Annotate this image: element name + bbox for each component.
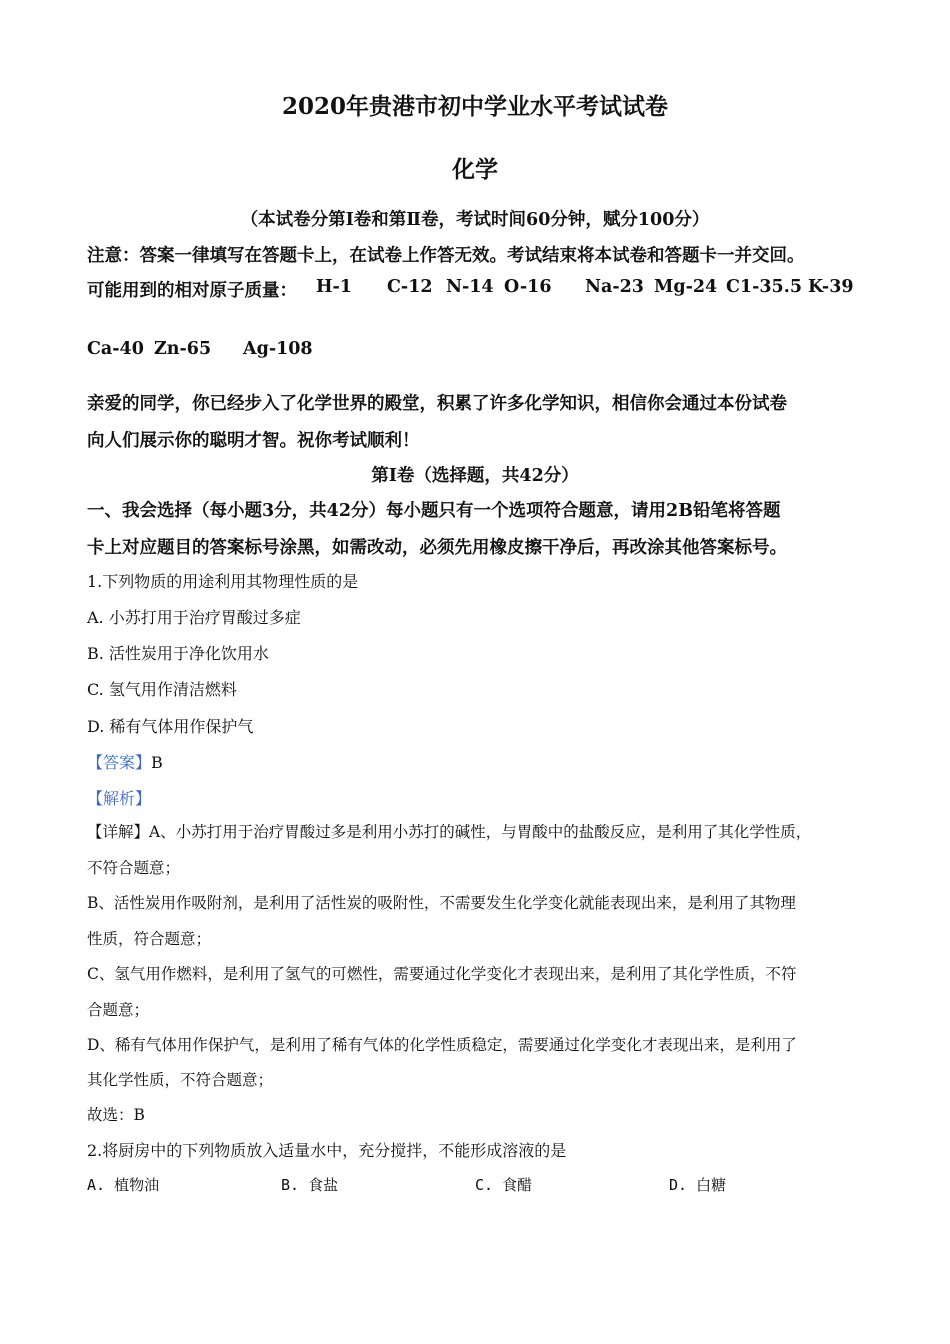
detail-line: 合题意； — [87, 1001, 150, 1019]
detail-line: 【详解】A、小苏打用于治疗胃酸过多是利用小苏打的碱性，与胃酸中的盐酸反应，是利用了其化学性质， — [87, 823, 812, 841]
answer-label: 【答案】 — [87, 753, 152, 772]
detail-line: 其化学性质，不符合题意； — [87, 1071, 274, 1089]
section-title: 第Ⅰ卷（选择题，共42分） — [371, 466, 579, 486]
atomic-mass-item: C1-35.5 — [726, 277, 802, 297]
answer — [87, 750, 163, 773]
greeting-line: 亲爱的同学，你已经步入了化学世界的殿堂，积累了许多化学知识，相信你会通过本份试卷 — [87, 394, 787, 414]
atomic-mass-item: N-14 — [446, 277, 494, 297]
atomic-mass-item: C-12 — [387, 277, 433, 297]
atomic-mass-item: O-16 — [504, 277, 552, 297]
atomic-mass-item: Mg-24 — [654, 277, 718, 297]
option: C. 氢气用作清洁燃料 — [87, 680, 237, 699]
detail-line: 不符合题意； — [87, 859, 181, 877]
option: C. 食醋 — [475, 1176, 533, 1194]
subject-title: 化学 — [452, 156, 498, 183]
atomic-mass-item: Na-23 — [585, 277, 644, 297]
conclusion: 故选：B — [87, 1106, 145, 1124]
detail-line: C、氢气用作燃料，是利用了氢气的可燃性，需要通过化学变化才表现出来，是利用了其化学性质，不符 — [87, 965, 797, 983]
section-instruction: 卡上对应题目的答案标号涂黑，如需改动，必须先用橡皮擦干净后，再改涂其他答案标号。 — [87, 538, 787, 558]
question-stem: 2.将厨房中的下列物质放入适量水中，充分搅拌，不能形成溶液的是 — [87, 1141, 567, 1160]
section-instruction: 一、我会选择（每小题3分，共42分）每小题只有一个选项符合题意，请用2B铅笔将答题 — [87, 501, 781, 521]
greeting-line: 向人们展示你的聪明才智。祝你考试顺利！ — [87, 431, 420, 451]
detail-line: D、稀有气体用作保护气，是利用了稀有气体的化学性质稳定，需要通过化学变化才表现出来，是利用了 — [87, 1036, 797, 1054]
detail-line: 性质，符合题意； — [87, 930, 212, 948]
answer-value: B — [151, 753, 163, 772]
question-stem: 1.下列物质的用途利用其物理性质的是 — [87, 572, 359, 591]
atomic-mass-item: Ag-108 — [243, 339, 313, 359]
atomic-mass-item: H-1 — [316, 277, 352, 297]
option: D. 稀有气体用作保护气 — [87, 717, 254, 736]
notice: 注意：答案一律填写在答题卡上，在试卷上作答无效。考试结束将本试卷和答题卡一并交回。 — [87, 246, 805, 266]
option: B. 食盐 — [281, 1176, 339, 1194]
atomic-mass-item: Ca-40 — [87, 339, 144, 359]
analysis-label: 【解析】 — [87, 789, 152, 808]
option: D. 白糖 — [669, 1176, 727, 1194]
option: B. 活性炭用于净化饮用水 — [87, 644, 269, 663]
atomic-mass-row-1 — [87, 277, 297, 302]
atomic-mass-item: K-39 — [808, 277, 854, 297]
atomic-mass-label: 可能用到的相对原子质量： — [87, 281, 297, 301]
option: A. 植物油 — [87, 1176, 160, 1194]
atomic-mass-item: Zn-65 — [154, 339, 212, 359]
exam-info: （本试卷分第Ⅰ卷和第Ⅱ卷，考试时间60分钟，赋分100分） — [240, 210, 710, 230]
detail-line: B、活性炭用作吸附剂，是利用了活性炭的吸附性，不需要发生化学变化就能表现出来，是利用了其物理 — [87, 894, 796, 912]
option: A. 小苏打用于治疗胃酸过多症 — [87, 608, 301, 627]
page-title: 2020年贵港市初中学业水平考试试卷 — [281, 93, 668, 120]
